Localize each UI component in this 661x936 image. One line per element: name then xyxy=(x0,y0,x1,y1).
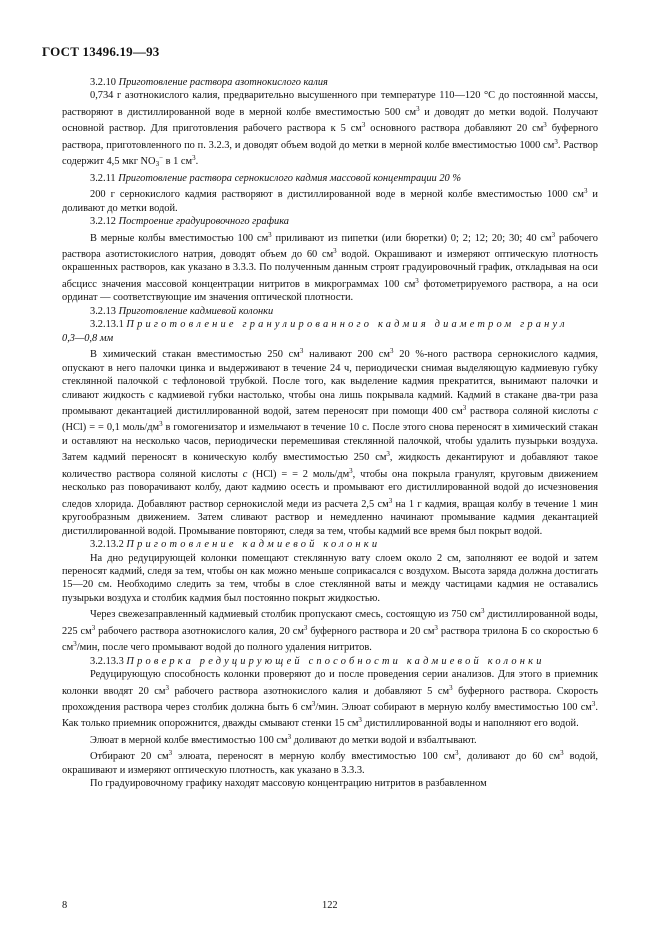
section-3-2-10-text: 0,734 г азотнокислого калия, предварительно высушенного при температуре 110—120 °С до постоянной массы, растворяют в дистиллированной воде в мерной колбе вместимостью 500 $см^3$ и доводят до метки водой. Получают основной раствор. Для приготовления рабочего раствора к 5 $см^3$ основного раствора добавляют 20 $см^3$ буферного раствора, приготовленного по п. 3.2.3, и доводят объем водой до метки в мерной колбе вместимостью 1000 $см^3$. Раствор содержит 4,5 мкг $NO_3^-$ в 1 $см^3$. xyxy=(62,90,599,169)
section-3-2-13-heading: 3.2.13 Приготовление кадмиевой колонки xyxy=(90,305,274,317)
section-3-2-11-text: 200 г сернокислого кадмия растворяют в дистиллированной воде в мерной колбе вместимостью 1000 $см^3$ и доливают до метки водой. xyxy=(62,187,598,214)
document-body xyxy=(62,76,598,791)
section-3-2-13-2-text-1: На дно редуцирующей колонки помещают стеклянную вату слоем около 2 см, заполняют ее водой и затем переносят кадмий, следя за тем, чтобы он как можно меньше соприкасался с воздухом. Высота заряда должна достигать 15—20 см. Необходимо следить за тем, чтобы в слое стеклянной ваты и между частицами кадмия не оставались пузырьки воздуха и столбик кадмия был постоянно покрыт жидкостью. xyxy=(62,552,598,604)
section-3-2-12-text: В мерные колбы вместимостью 100 $см^3$ приливают из пипетки (или бюретки) 0; 2; 12; 20; 30; 40 $см^3$ рабочего раствора азотистокислого натрия, доводят объем до 60 $см^3$ водой. Окрашивают и измеряют оптическую плотность окрашенных растворов, как указано в 3.3.3. По полученным данным строят градуировочный график, откладывая на оси абсцисс значения массовой концентрации нитритов в микрограммах 100 $см^3$ фотометрируемого раствора, а на оси ординат — соответствующие им значения оптической плотности. xyxy=(62,230,599,304)
section-3-2-13-3-text-4: По градуировочному графику находят массовую концентрацию нитритов в разбавленном xyxy=(90,778,487,790)
section-3-2-13-1-heading: 3.2.13.1 Приготовление гранулированного кадмия диаметром гранул xyxy=(90,319,568,331)
section-3-2-13-2-text-2: Через свежезаправленный кадмиевый столбик пропускают смесь, состоящую из 750 $см^3$ дистиллированной воды, 225 $см^3$ рабочего раствора азотнокислого калия, 20 $см^3$ буферного раствора и 20 $см^3$ раствора трилона Б со скоростью 6 $см^3$/мин, после чего промывают водой до полного удаления нитритов. xyxy=(62,607,599,654)
section-3-2-13-1-heading-tail: 0,3—0,8 мм xyxy=(62,332,114,344)
section-3-2-13-1-text: В химический стакан вместимостью 250 $см^3$ наливают 200 $см^3$ 20 %-ного раствора сернокислого кадмия, опускают в него палочки цинка и выдерживают в течение 24 ч, периодически снимая выделяющую кадмиевую губку стеклянной палочкой с тефлоновой трубкой. После того, как выделение кадмия прекратится, вынимают палочки и сливают жидкость с кадмиевой губки настолько, чтобы она лишь покрывала кадмий. Кадмий в стакане два-три раза промывают декантацией дистиллированной водой, затем переносят при помощи 400 $см^3$ раствора соляной кислоты c (HCl) = = 0,1 моль/$дм^3$ в гомогенизатор и измельчают в течение 10 с. После этого снова переносят в химический стакан и оставляют на несколько часов, периодически перемешивая стеклянной палочкой, чтобы удалить пузырьки воздуха. Затем кадмий переносят в коническую колбу вместимостью 250 $см^3$, жидкость декантируют и добавляют такое количество раствора соляной кислоты c (HCl) = = 2 моль/$дм^3$, чтобы она покрыла гранулят, круговым движением несколько раз поворачивают колбу, дают кадмию осесть и промывают его дистиллированной водой до исчезновения следов хлорида. Добавляют раствор сернокислой меди из расчета 2,5 $см^3$ на 1 г кадмия, вращая колбу в течение 1 мин кругообразным движением. Затем сливают раствор и немедленно начинают промывание кадмия декантацией дистиллированной водой. Промывание повторяют, следя за тем, чтобы кадмий все время был покрыт водой. xyxy=(62,347,599,537)
section-3-2-11-heading: 3.2.11 Приготовление раствора сернокислого кадмия массовой концентрации 20 % xyxy=(90,172,461,184)
section-3-2-10-heading: 3.2.10 Приготовление раствора азотнокислого калия xyxy=(90,77,328,88)
page-number-left: 8 xyxy=(62,900,68,911)
section-3-2-13-2-heading: 3.2.13.2 Приготовление кадмиевой колонки xyxy=(90,539,381,551)
section-3-2-12-heading: 3.2.12 Построение градуировочного графика xyxy=(90,216,289,228)
section-3-2-13-3-text-1: Редуцирующую способность колонки проверяют до и после проведения серии анализов. Для этого в приемник колонки вводят 20 $см^3$ рабочего раствора азотнокислого калия и добавляют 5 $см^3$ буферного раствора. Скорость прохождения раствора через столбик должна быть 6 $см^3$/мин. Элюат собирают в мерную колбу вместимостью 100 $см^3$. Как только приемник опорожнится, дважды смывают стенки 15 $см^3$ дистиллированной воды и наполняют его водой. xyxy=(62,669,598,730)
section-3-2-13-3-text-2: Элюат в мерной колбе вместимостью 100 $см^3$ доливают до метки водой и взбалтывают. xyxy=(90,732,477,746)
section-3-2-13-3-heading: 3.2.13.3 Проверка редуцирующей способности кадмиевой колонки xyxy=(90,655,545,667)
document-code: ГОСТ 13496.19—93 xyxy=(42,44,160,59)
page-number-center: 122 xyxy=(322,900,338,911)
section-3-2-13-3-text-3: Отбирают 20 $см^3$ элюата, переносят в мерную колбу вместимостью 100 $см^3$, доливают до 60 $см^3$ водой, окрашивают и измеряют оптическую плотность, как указано в 3.3.3. xyxy=(62,749,599,776)
